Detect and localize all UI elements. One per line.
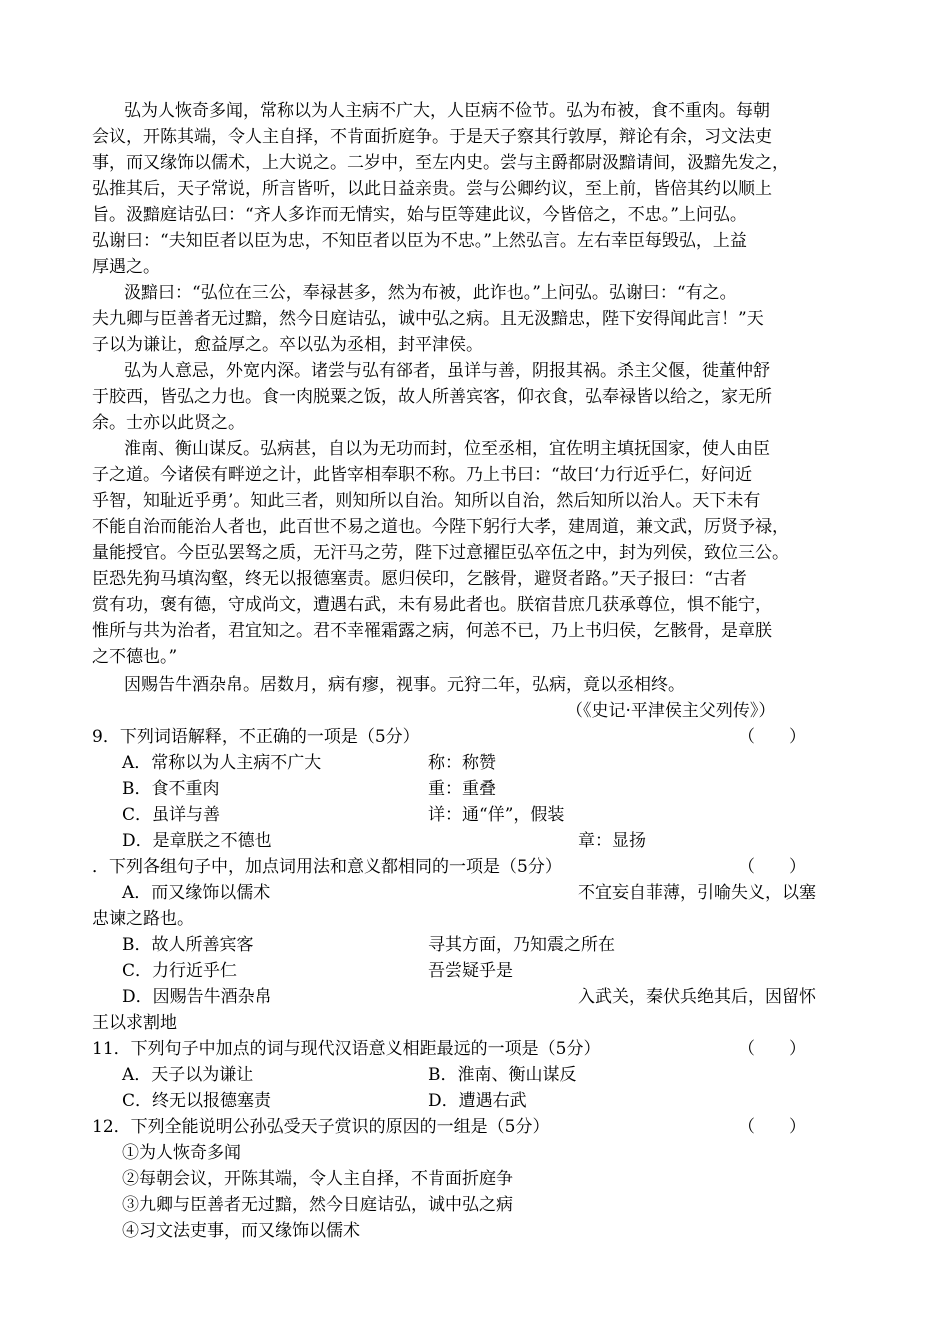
q9-option-c-gloss: 详：通“佯”，假装	[428, 805, 565, 825]
passage-line: 弘为人恢奇多闻，常称以为人主病不广大，人臣病不俭节。弘为布被，食不重肉。每朝	[124, 101, 770, 121]
q11-option-b: B．淮南、衡山谋反	[428, 1065, 577, 1085]
passage-line: 乎智，知耻近乎勇’。知此三者，则知所以自治。知所以自治，然后知所以治人。天下未有	[92, 491, 761, 511]
q12-item-1: ①为人恢奇多闻	[122, 1143, 241, 1163]
q9-option-d: D．是章朕之不德也	[122, 831, 272, 851]
passage-line: 之不德也。”	[92, 647, 178, 667]
q10-option-d-compare: 入武关，秦伏兵绝其后，因留怀	[578, 987, 816, 1007]
q10-option-c: C．力行近乎仁	[122, 961, 238, 981]
question-12-stem: 12．下列全能说明公孙弘受天子赏识的原因的一组是（5分）	[92, 1117, 550, 1137]
passage-line: 汲黯曰：“弘位在三公，奉禄甚多，然为布被，此诈也。”上问弘。弘谢曰：“有之。	[124, 283, 737, 303]
passage-line: 厚遇之。	[92, 257, 160, 277]
passage-line: 夫九卿与臣善者无过黯，然今日庭诘弘，诚中弘之病。且无汲黯忠，陛下安得闻此言！”天	[92, 309, 764, 329]
q12-item-4: ④习文法吏事，而又缘饰以儒术	[122, 1221, 360, 1241]
passage-line: 量能授官。今臣弘罢驽之质，无汗马之劳，陛下过意擢臣弘卒伍之中，封为列侯，致位三公。	[92, 543, 789, 563]
passage-line: 子之道。今诸侯有畔逆之计，此皆宰相奉职不称。乃上书曰：“故曰‘力行近乎仁，好问近	[92, 465, 753, 485]
answer-blank-10[interactable]: （ ）	[738, 857, 806, 877]
q11-option-d: D．遭遇右武	[428, 1091, 527, 1111]
q9-option-a: A．常称以为人主病不广大	[122, 753, 322, 773]
passage-line: 于胶西，皆弘之力也。食一肉脱粟之饭，故人所善宾客，仰衣食，弘奉禄皆以给之，家无所	[92, 387, 772, 407]
passage-line: 事，而又缘饰以儒术，上大说之。二岁中，至左内史。尝与主爵都尉汲黯请间，汲黯先发之，	[92, 153, 789, 173]
q10-option-a-compare: 不宜妄自菲薄，引喻失义，以塞	[578, 883, 816, 903]
q10-option-b: B．故人所善宾客	[122, 935, 254, 955]
q10-option-c-compare: 吾尝疑乎是	[428, 961, 513, 981]
q10-option-a-compare-cont: 忠谏之路也。	[92, 909, 194, 929]
passage-line: 旨。汲黯庭诘弘曰：“齐人多诈而无情实，始与臣等建此议，今皆倍之，不忠。”上问弘。	[92, 205, 747, 225]
q9-option-b-gloss: 重：重叠	[428, 779, 496, 799]
q12-item-2: ②每朝会议，开陈其端，令人主自择，不肯面折庭争	[122, 1169, 513, 1189]
q10-option-a: A．而又缘饰以儒术	[122, 883, 271, 903]
passage-line: 因赐告牛酒杂帛。居数月，病有瘳，视事。元狩二年，弘病，竟以丞相终。	[124, 675, 685, 695]
q9-option-d-gloss: 章：显扬	[578, 831, 646, 851]
answer-blank-11[interactable]: （ ）	[738, 1039, 806, 1059]
question-9-stem: 9．下列词语解释，不正确的一项是（5分）	[92, 727, 420, 747]
q9-option-b: B．食不重肉	[122, 779, 220, 799]
q12-item-3: ③九卿与臣善者无过黯，然今日庭诘弘，诚中弘之病	[122, 1195, 513, 1215]
q11-option-c: C．终无以报德塞责	[122, 1091, 272, 1111]
q10-option-d: D．因赐告牛酒杂帛	[122, 987, 272, 1007]
passage-line: 弘为人意忌，外宽内深。诸尝与弘有郤者，虽详与善，阴报其祸。杀主父偃，徙董仲舒	[124, 361, 770, 381]
q11-option-a: A．天子以为谦让	[122, 1065, 254, 1085]
passage-line: 淮南、衡山谋反。弘病甚，自以为无功而封，位至丞相，宜佐明主填抚国家，使人由臣	[124, 439, 770, 459]
passage-line: 弘推其后，天子常说，所言皆听，以此日益亲贵。尝与公卿约议，至上前，皆倍其约以顺上	[92, 179, 772, 199]
passage-line: 不能自治而能治人者也，此百世不易之道也。今陛下躬行大孝，建周道，兼文武，厉贤予禄，	[92, 517, 789, 537]
passage-line: 赏有功，褒有德，守成尚文，遭遇右武，未有易此者也。朕宿昔庶几获承尊位，惧不能宁，	[92, 595, 772, 615]
passage-line: 会议，开陈其端，令人主自择，不肯面折庭争。于是天子察其行敦厚，辩论有余，习文法吏	[92, 127, 772, 147]
q9-option-a-gloss: 称：称赞	[428, 753, 496, 773]
passage-line: 臣恐先狗马填沟壑，终无以报德塞责。愿归侯印，乞骸骨，避贤者路。”天子报曰：“古者	[92, 569, 747, 589]
q10-option-b-compare: 寻其方面，乃知震之所在	[428, 935, 615, 955]
passage-line: 余。士亦以此贤之。	[92, 413, 245, 433]
passage-line: 子以为谦让，愈益厚之。卒以弘为丞相，封平津侯。	[92, 335, 483, 355]
q9-option-c: C．虽详与善	[122, 805, 221, 825]
passage-line: 惟所与共为治者，君宜知之。君不幸罹霜露之病，何恙不已，乃上书归侯，乞骸骨，是章朕	[92, 621, 772, 641]
answer-blank-9[interactable]: （ ）	[738, 727, 806, 747]
q10-option-d-compare-cont: 王以求割地	[92, 1013, 177, 1033]
question-10-stem: ．下列各组句子中，加点词用法和意义都相同的一项是（5分）	[92, 857, 562, 877]
answer-blank-12[interactable]: （ ）	[738, 1117, 806, 1137]
question-11-stem: 11．下列句子中加点的词与现代汉语意义相距最远的一项是（5分）	[92, 1039, 601, 1059]
passage-source: （《史记·平津侯主父列传》）	[566, 701, 776, 721]
passage-line: 弘谢曰：“夫知臣者以臣为忠，不知臣者以臣为不忠。”上然弘言。左右幸臣每毁弘，上益	[92, 231, 747, 251]
